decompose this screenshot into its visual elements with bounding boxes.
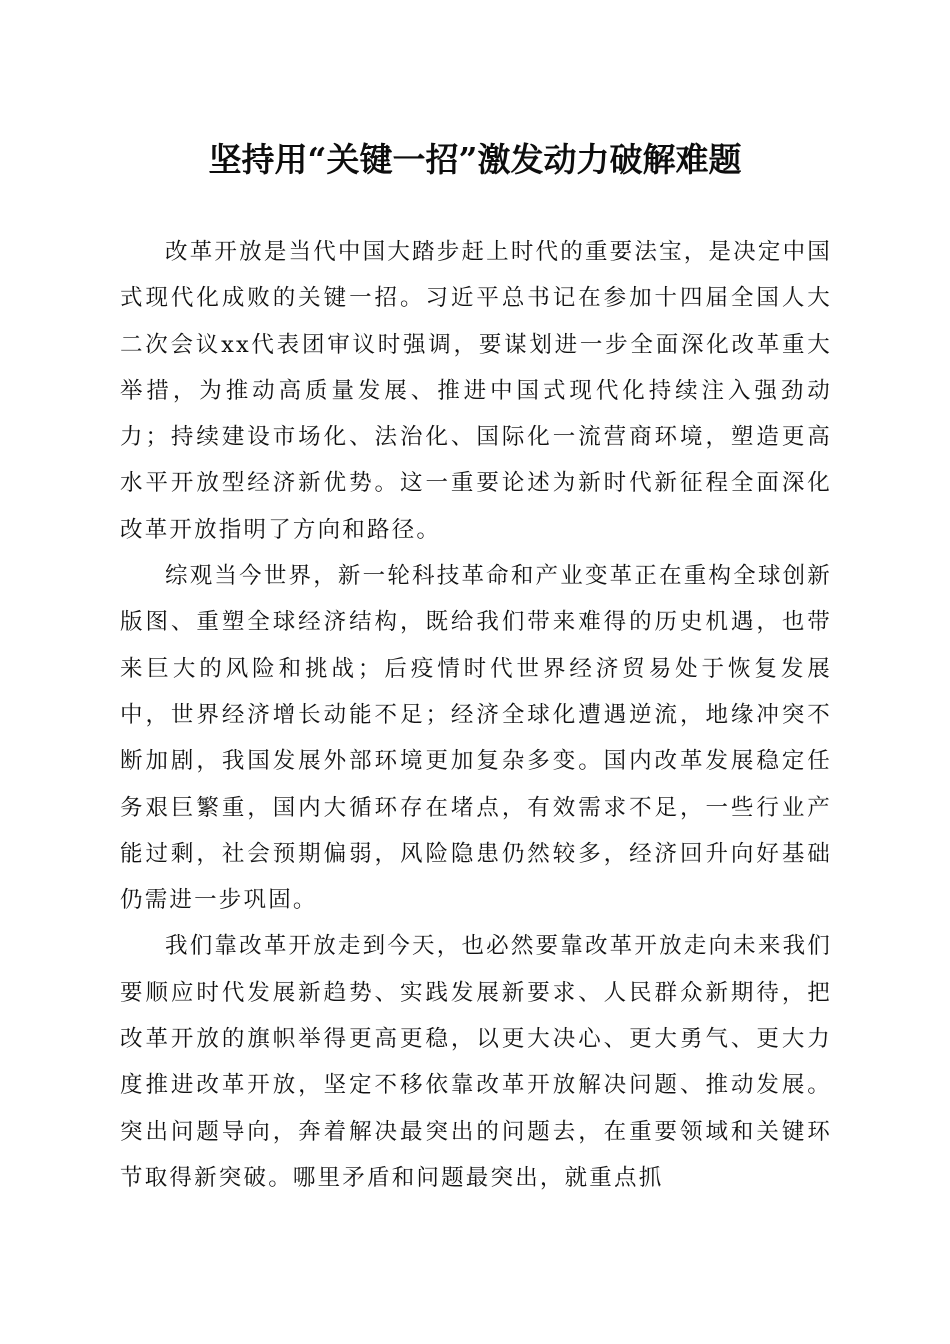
document-title: 坚持用“关键一招”激发动力破解难题 [208, 140, 742, 179]
paragraph-2: 综观当今世界，新一轮科技革命和产业变革正在重构全球创新版图、重塑全球经济结构，既给我们带来难得的历史机遇，也带来巨大的风险和挑战；后疫情时代世界经济贸易处于恢复发展中，世界经济增长动能不足；经济全球化遭遇逆流，地缘冲突不断加剧，我国发展外部环境更加复杂多变。国内改革发展稳定任务艰巨繁重，国内大循环存在堵点，有效需求不足，一些行业产能过剩，社会预期偏弱，风险隐患仍然较多，经济回升向好基础仍需进一步巩固。 [120, 563, 832, 914]
document-body [120, 229, 832, 1201]
paragraph-1: 改革开放是当代中国大踏步赶上时代的重要法宝，是决定中国式现代化成败的关键一招。习近平总书记在参加十四届全国人大二次会议xx代表团审议时强调，要谋划进一步全面深化改革重大举措，为推动高质量发展、推进中国式现代化持续注入强劲动力；持续建设市场化、法治化、国际化一流营商环境，塑造更高水平开放型经济新优势。这一重要论述为新时代新征程全面深化改革开放指明了方向和路径。 [120, 239, 832, 543]
paragraph-3: 我们靠改革开放走到今天，也必然要靠改革开放走向未来我们要顺应时代发展新趋势、实践发展新要求、人民群众新期待，把改革开放的旗帜举得更高更稳，以更大决心、更大勇气、更大力度推进改革开放，坚定不移依靠改革开放解决问题、推动发展。突出问题导向，奔着解决最突出的问题去，在重要领域和关键环节取得新突破。哪里矛盾和问题最突出，就重点抓 [120, 933, 832, 1191]
